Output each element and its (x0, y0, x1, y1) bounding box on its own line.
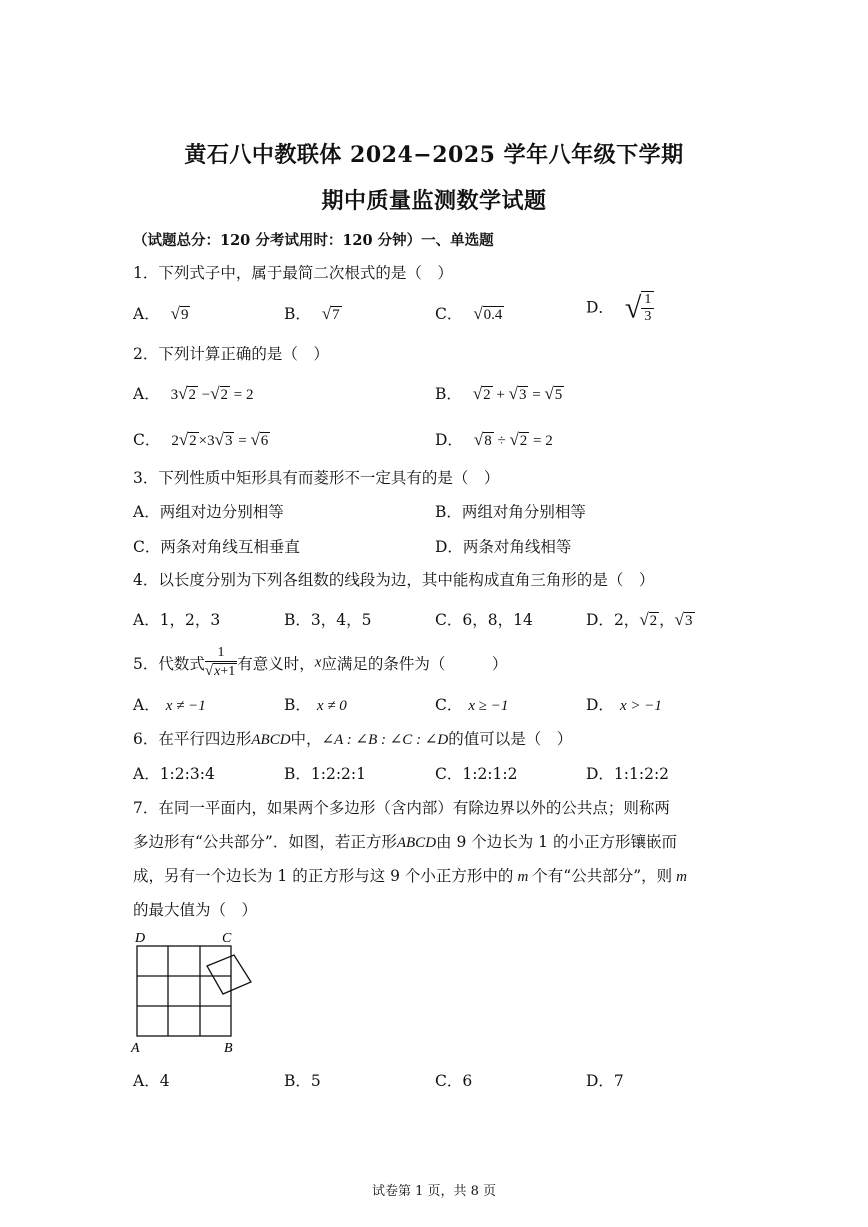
operator: = (532, 387, 541, 403)
radicand: 2 (188, 387, 196, 403)
stem-text: 5．代数式 (133, 654, 205, 673)
radicand: 2 (189, 433, 197, 449)
q6-stem (133, 727, 572, 749)
stem-text: 成，另有一个边长为 1 的正方形与这 9 个小正方形中的 (133, 867, 514, 885)
vertex-d-label: D (135, 931, 146, 946)
q7-option-c: C．6 (435, 1072, 473, 1090)
number: 2， (613, 611, 640, 629)
page-footer: 试卷第 1 页，共 8 页 (371, 1184, 497, 1199)
q5-option-b (284, 693, 347, 715)
radicand: 9 (180, 307, 189, 323)
grid-figure (125, 926, 265, 1056)
option-label: B． (284, 696, 311, 714)
option-label: D． (586, 696, 614, 714)
radicand: 2 (483, 387, 491, 403)
q7-option-d: D．7 (586, 1072, 624, 1090)
q7-line-1: 7．在同一平面内，如果两个多边形（含内部）有除边界以外的公共点；则称两 (133, 799, 670, 817)
vertex-a-label: A (131, 1041, 140, 1056)
shape-name: ABCD (251, 732, 291, 748)
q1-option-b: B． √7 (284, 304, 340, 323)
stem-text: 6．在平行四边形 (133, 730, 252, 748)
stem-text: 有意义时， (237, 654, 315, 673)
radicand: 3 (685, 613, 693, 629)
option-value: x ≠ −1 (165, 698, 206, 714)
stem-text: 多边形有“公共部分”．如图，若正方形 (133, 833, 397, 851)
option-label: A． (133, 305, 160, 323)
operator: + (496, 387, 505, 403)
q6-option-d: D．1:1:2:2 (586, 765, 670, 783)
q5-option-a (133, 693, 206, 715)
q1-option-a: A． √9 (133, 304, 189, 323)
variable: m (517, 869, 529, 885)
fraction-numerator: 1 (205, 645, 237, 662)
q5-stem (133, 645, 507, 681)
operator: ÷ (497, 433, 506, 449)
separator: ， (659, 611, 675, 629)
stem-text: 个有“公共部分”，则 (532, 867, 673, 885)
q7-line-4: 的最大值为（ ） (133, 901, 258, 919)
stem-text: 应满足的条件为（ ） (321, 654, 508, 673)
shape-name: ABCD (396, 835, 437, 851)
q3-option-d: D．两条对角线相等 (435, 538, 572, 556)
q3-option-c: C．两条对角线互相垂直 (133, 538, 300, 556)
radicand: 3 (224, 433, 233, 449)
q3-option-a: A．两组对边分别相等 (133, 503, 284, 521)
page-title: 黄石八中教联体 2024−2025 学年八年级下学期 (184, 142, 684, 168)
variable: x (214, 664, 221, 680)
q2-option-a: A． 3√2 −√2 = 2 (133, 384, 254, 403)
operator: = (238, 433, 247, 449)
q3-option-b: B．两组对角分别相等 (435, 503, 586, 521)
q7-line-2 (133, 830, 677, 852)
vertex-b-label: B (224, 1041, 233, 1056)
q7-line-3 (133, 864, 687, 886)
q3-stem: 3．下列性质中矩形具有而菱形不一定具有的是（ ） (133, 469, 500, 487)
q4-option-b: B．3，4，5 (284, 611, 372, 629)
q1-option-c: C． √0.4 (435, 304, 503, 323)
radicand: 0.4 (483, 307, 503, 323)
vertex-c-label: C (222, 931, 232, 946)
q6-option-c: C．1:2:1:2 (435, 765, 518, 783)
option-value: x ≠ 0 (316, 698, 347, 714)
angle-ratio: ∠A : ∠B : ∠C : ∠D (321, 732, 449, 748)
variable: x (314, 654, 322, 671)
q7-option-b: B．5 (284, 1072, 321, 1090)
fraction-numerator: 1 (641, 292, 654, 309)
q7-option-a: A．4 (133, 1072, 170, 1090)
option-label: D． (586, 298, 614, 317)
radicand: 5 (554, 387, 563, 403)
radicand: 2 (519, 433, 528, 449)
variable: m (676, 869, 687, 885)
stem-text: 由 9 个边长为 1 的小正方形镶嵌而 (436, 833, 677, 851)
tilted-square (207, 955, 251, 994)
stem-text: 中， (290, 730, 322, 748)
operator: − (201, 387, 211, 403)
operator: ×3 (198, 433, 215, 449)
option-label: C． (435, 696, 463, 714)
q4-option-d: D．2，√2 ，√3 (586, 610, 693, 629)
q4-option-c: C．6，8，14 (435, 611, 533, 629)
q1-option-d: D． √ $\frac{1}{3}$ (586, 291, 654, 326)
result: = 2 (233, 387, 254, 403)
denominator-rest: +1 (220, 664, 236, 680)
option-label: D． (586, 611, 614, 629)
option-label: C． (133, 431, 161, 449)
radicand: 2 (220, 387, 229, 403)
q2-option-b: B． √2 + √3 = √5 (435, 384, 563, 403)
radicand: 7 (332, 307, 340, 323)
square-abcd (137, 946, 231, 1036)
q5-option-d (586, 693, 662, 715)
option-label: B． (435, 385, 462, 403)
page-subtitle: 期中质量监测数学试题 (321, 188, 547, 214)
q4-option-a: A．1，2，3 (133, 611, 221, 629)
stem-text: 的值可以是（ ） (448, 730, 573, 748)
q4-stem: 4．以长度分别为下列各组数的线段为边，其中能构成直角三角形的是（ ） (133, 571, 655, 589)
option-value: x ≥ −1 (468, 698, 509, 714)
option-label: B． (284, 305, 311, 323)
q2-stem: 2．下列计算正确的是（ ） (133, 345, 329, 363)
q1-stem: 1．下列式子中，属于最简二次根式的是（ ） (133, 264, 453, 282)
option-value: x > −1 (619, 698, 662, 714)
radicand: 3 (518, 387, 527, 403)
radicand: 2 (649, 613, 658, 629)
coefficient: 3 (170, 387, 179, 403)
q5-option-c (435, 693, 508, 715)
q6-option-b: B．1:2:2:1 (284, 765, 367, 783)
option-label: A． (133, 696, 160, 714)
radicand: 6 (260, 433, 269, 449)
q2-option-d: D． √8 ÷ √2 = 2 (435, 430, 553, 449)
option-label: A． (133, 385, 160, 403)
radicand: 8 (484, 433, 492, 449)
option-label: D． (435, 431, 463, 449)
coefficient: 2 (171, 433, 179, 449)
fraction: $\frac{1}{√x+1}$ (204, 645, 236, 680)
result: = 2 (533, 433, 553, 449)
q2-option-c: C． 2√2 ×3√3 = √6 (133, 430, 269, 449)
exam-info: （试题总分：120 分考试用时：120 分钟）一、单选题 (133, 232, 494, 249)
q6-option-a: A．1:2:3:4 (133, 765, 215, 783)
option-label: C． (435, 305, 463, 323)
fraction-denominator: 3 (644, 309, 652, 325)
